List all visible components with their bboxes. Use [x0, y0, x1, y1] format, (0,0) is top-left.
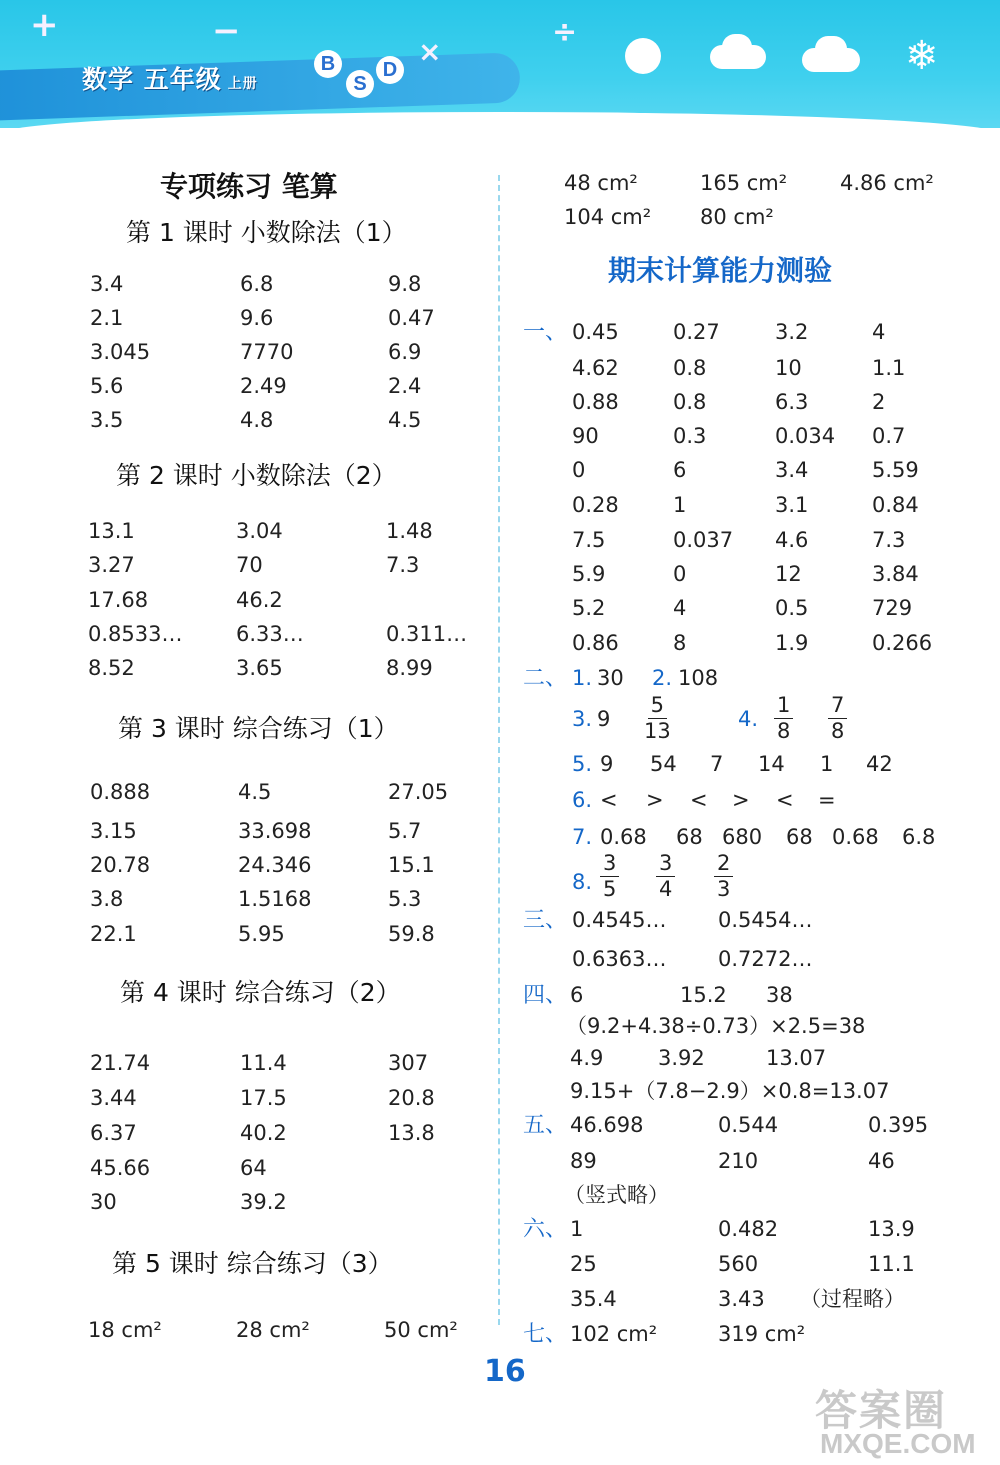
plus-icon: +	[30, 5, 59, 45]
answer: 3.2	[775, 320, 809, 344]
answer: 5.2	[572, 596, 606, 620]
answer: 319 cm²	[718, 1322, 806, 1346]
section-2-label: 二、	[523, 666, 568, 691]
answer: 4	[872, 320, 886, 344]
answer: 2	[872, 390, 886, 414]
answer: 1.5168	[238, 887, 312, 911]
answer: 0.4545…	[572, 908, 667, 932]
answer: 3.04	[236, 519, 283, 543]
lesson-5-title: 第 5 课时 综合练习（3）	[112, 1249, 393, 1278]
answer: 0.311…	[386, 622, 468, 646]
answer: 5.3	[388, 887, 422, 911]
answer: 104 cm²	[564, 205, 652, 229]
answer: 8.52	[88, 656, 135, 680]
answer: 25	[570, 1252, 597, 1276]
answer: 3.65	[236, 656, 283, 680]
note: （过程略）	[800, 1287, 905, 1311]
answer: 46.698	[570, 1113, 644, 1137]
times-icon: ×	[418, 35, 442, 68]
answer: 1	[673, 493, 687, 517]
fraction: $\frac{3}{4}$	[656, 853, 675, 900]
answer: 24.346	[238, 853, 312, 877]
answer: 90	[572, 424, 599, 448]
answer: 4.8	[240, 408, 274, 432]
answer: 102 cm²	[570, 1322, 658, 1346]
answer: 0.3	[673, 424, 707, 448]
watermark-logo: 答案圈	[815, 1386, 948, 1435]
answer: >	[646, 788, 664, 812]
sun-icon	[625, 38, 661, 74]
answer: 0.888	[90, 780, 151, 804]
book-title: 数学 五年级 上册	[82, 65, 258, 94]
logo-letter-s: S	[346, 70, 374, 98]
answer: 21.74	[90, 1051, 151, 1075]
answer: 2.1	[90, 306, 124, 330]
answer: 64	[240, 1156, 267, 1180]
answer: 20.78	[90, 853, 151, 877]
answer: 1.9	[775, 631, 809, 655]
header-banner	[0, 0, 1000, 128]
answer: 70	[236, 553, 263, 577]
answer: 54	[650, 752, 677, 776]
test-title: 期末计算能力测验	[608, 254, 833, 287]
answer: 6	[673, 458, 687, 482]
answer: 17.68	[88, 588, 149, 612]
answer: 18 cm²	[88, 1318, 162, 1342]
answer: 0.5	[775, 596, 809, 620]
lesson-4-title: 第 4 课时 综合练习（2）	[120, 978, 401, 1007]
answer: 38	[766, 983, 793, 1007]
answer: 7	[710, 752, 724, 776]
column-divider	[498, 175, 500, 1325]
answer: 6.9	[388, 340, 422, 364]
answer: 3.5	[90, 408, 124, 432]
minus-icon: −	[212, 11, 241, 51]
answer: 0.45	[572, 320, 619, 344]
question-number: 3.	[572, 707, 593, 731]
answer: 165 cm²	[700, 171, 788, 195]
answer: 210	[718, 1149, 759, 1173]
question-number: 5.	[572, 752, 593, 776]
answer: 17.5	[240, 1086, 287, 1110]
answer: 307	[388, 1051, 429, 1075]
watermark-url: MXQE.COM	[820, 1428, 976, 1459]
question-number: 6.	[572, 788, 593, 812]
answer: 6.37	[90, 1121, 137, 1145]
logo-letter-b: B	[314, 50, 342, 78]
answer: 80 cm²	[700, 205, 774, 229]
question-number: 2.	[652, 666, 673, 690]
answer: 4	[673, 596, 687, 620]
answer: 3.92	[658, 1046, 705, 1070]
answer: 0.544	[718, 1113, 779, 1137]
answer: 8.99	[386, 656, 433, 680]
answer: 6	[570, 983, 584, 1007]
answer: 3.84	[872, 562, 919, 586]
question-number: 7.	[572, 825, 593, 849]
answer: 3.1	[775, 493, 809, 517]
fraction: $\frac{7}{8}$	[828, 695, 847, 742]
fraction: $\frac{5}{13}$	[644, 693, 671, 743]
answer: 5.59	[872, 458, 919, 482]
answer: 89	[570, 1149, 597, 1173]
answer: 4.6	[775, 528, 809, 552]
answer: 42	[866, 752, 893, 776]
answer: 0	[572, 458, 586, 482]
answer: 0.6363…	[572, 947, 667, 971]
answer: 28 cm²	[236, 1318, 310, 1342]
answer: 0.034	[775, 424, 836, 448]
section-5-label: 五、	[523, 1113, 568, 1138]
question-number: 4.	[738, 707, 759, 731]
fraction: $\frac{1}{8}$	[774, 695, 793, 742]
answer: 3.4	[90, 272, 124, 296]
answer: 0.395	[868, 1113, 929, 1137]
answer: 48 cm²	[564, 171, 638, 195]
answer: 45.66	[90, 1156, 151, 1180]
answer: 3.44	[90, 1086, 137, 1110]
answer: 12	[775, 562, 802, 586]
answer: 33.698	[238, 819, 312, 843]
fraction: $\frac{2}{3}$	[714, 853, 733, 900]
answer: 1	[570, 1217, 584, 1241]
answer: 20.8	[388, 1086, 435, 1110]
divide-icon: ÷	[552, 15, 578, 50]
section-7-label: 七、	[523, 1322, 568, 1347]
answer: 0.8	[673, 356, 707, 380]
answer: 68	[676, 825, 703, 849]
answer: 22.1	[90, 922, 137, 946]
answer: 68	[786, 825, 813, 849]
question-number: 8.	[572, 870, 593, 894]
answer: 0.47	[388, 306, 435, 330]
note: （竖式略）	[564, 1183, 669, 1207]
answer: 46	[868, 1149, 895, 1173]
answer: 3.4	[775, 458, 809, 482]
answer: 4.5	[238, 780, 272, 804]
answer: 3.045	[90, 340, 151, 364]
answer: 35.4	[570, 1287, 617, 1311]
answer: 4.62	[572, 356, 619, 380]
answer: 7.3	[386, 553, 420, 577]
answer: 0.88	[572, 390, 619, 414]
answer: 14	[758, 752, 785, 776]
answer: 13.07	[766, 1046, 827, 1070]
answer: 6.8	[240, 272, 274, 296]
answer: 4.9	[570, 1046, 604, 1070]
lesson-2-title: 第 2 课时 小数除法（2）	[116, 461, 397, 490]
answer: 1.48	[386, 519, 433, 543]
fraction: $\frac{3}{5}$	[600, 853, 619, 900]
answer: 30	[597, 666, 624, 690]
answer: 0.86	[572, 631, 619, 655]
answer: 3.8	[90, 887, 124, 911]
section-3-label: 三、	[523, 908, 568, 933]
answer: 0.68	[600, 825, 647, 849]
answer: 7.5	[572, 528, 606, 552]
answer: 27.05	[388, 780, 449, 804]
answer: <	[600, 788, 618, 812]
question-number: 1.	[572, 666, 593, 690]
answer: 7770	[240, 340, 294, 364]
answer: 40.2	[240, 1121, 287, 1145]
answer: 59.8	[388, 922, 435, 946]
answer: 0.7	[872, 424, 906, 448]
equation: （9.2+4.38÷0.73）×2.5=38	[566, 1014, 866, 1038]
answer: 39.2	[240, 1190, 287, 1214]
answer: 15.1	[388, 853, 435, 877]
answer: 680	[722, 825, 763, 849]
answer: 3.27	[88, 553, 135, 577]
answer: 4.5	[388, 408, 422, 432]
answer: 0.27	[673, 320, 720, 344]
answer: 1.1	[872, 356, 906, 380]
lesson-3-title: 第 3 课时 综合练习（1）	[118, 714, 399, 743]
answer: 7.3	[872, 528, 906, 552]
answer: 5.95	[238, 922, 285, 946]
answer: 729	[872, 596, 913, 620]
answer: 0.28	[572, 493, 619, 517]
equation: 9.15+（7.8−2.9）×0.8=13.07	[570, 1079, 890, 1103]
answer: 11.4	[240, 1051, 287, 1075]
answer: 2.49	[240, 374, 287, 398]
answer: <	[776, 788, 794, 812]
answer: 46.2	[236, 588, 283, 612]
answer: 11.1	[868, 1252, 915, 1276]
answer: 108	[678, 666, 719, 690]
answer: 0.8	[673, 390, 707, 414]
section-1-label: 一、	[523, 320, 568, 345]
section-6-label: 六、	[523, 1217, 568, 1242]
answer: 13.9	[868, 1217, 915, 1241]
answer: 5.7	[388, 819, 422, 843]
answer: 9	[600, 752, 614, 776]
answer: =	[818, 788, 836, 812]
answer: 9.6	[240, 306, 274, 330]
logo-letter-d: D	[376, 56, 404, 84]
answer: 2.4	[388, 374, 422, 398]
answer: 3.15	[90, 819, 137, 843]
answer: 15.2	[680, 983, 727, 1007]
answer: 5.6	[90, 374, 124, 398]
answer: 3.43	[718, 1287, 765, 1311]
section-4-label: 四、	[523, 983, 568, 1008]
snowflake-icon: ❄	[905, 33, 939, 79]
answer: 0	[673, 562, 687, 586]
answer: 6.33…	[236, 622, 304, 646]
answer: 6.3	[775, 390, 809, 414]
answer: 0.037	[673, 528, 734, 552]
answer: 0.482	[718, 1217, 779, 1241]
answer: >	[732, 788, 750, 812]
answer: 0.5454…	[718, 908, 813, 932]
answer: 9.8	[388, 272, 422, 296]
answer: 0.7272…	[718, 947, 813, 971]
answer: <	[690, 788, 708, 812]
main-title: 专项练习 笔算	[160, 170, 338, 203]
answer: 10	[775, 356, 802, 380]
answer: 0.8533…	[88, 622, 183, 646]
answer: 9	[597, 707, 611, 731]
answer: 50 cm²	[384, 1318, 458, 1342]
answer: 0.84	[872, 493, 919, 517]
page-number: 16	[484, 1354, 526, 1389]
answer: 8	[673, 631, 687, 655]
answer: 0.266	[872, 631, 933, 655]
answer: 13.1	[88, 519, 135, 543]
answer: 0.68	[832, 825, 879, 849]
answer: 13.8	[388, 1121, 435, 1145]
answer: 4.86 cm²	[840, 171, 934, 195]
answer: 560	[718, 1252, 759, 1276]
answer: 6.8	[902, 825, 936, 849]
lesson-1-title: 第 1 课时 小数除法（1）	[126, 218, 407, 247]
answer: 5.9	[572, 562, 606, 586]
answer: 1	[820, 752, 834, 776]
answer: 30	[90, 1190, 117, 1214]
